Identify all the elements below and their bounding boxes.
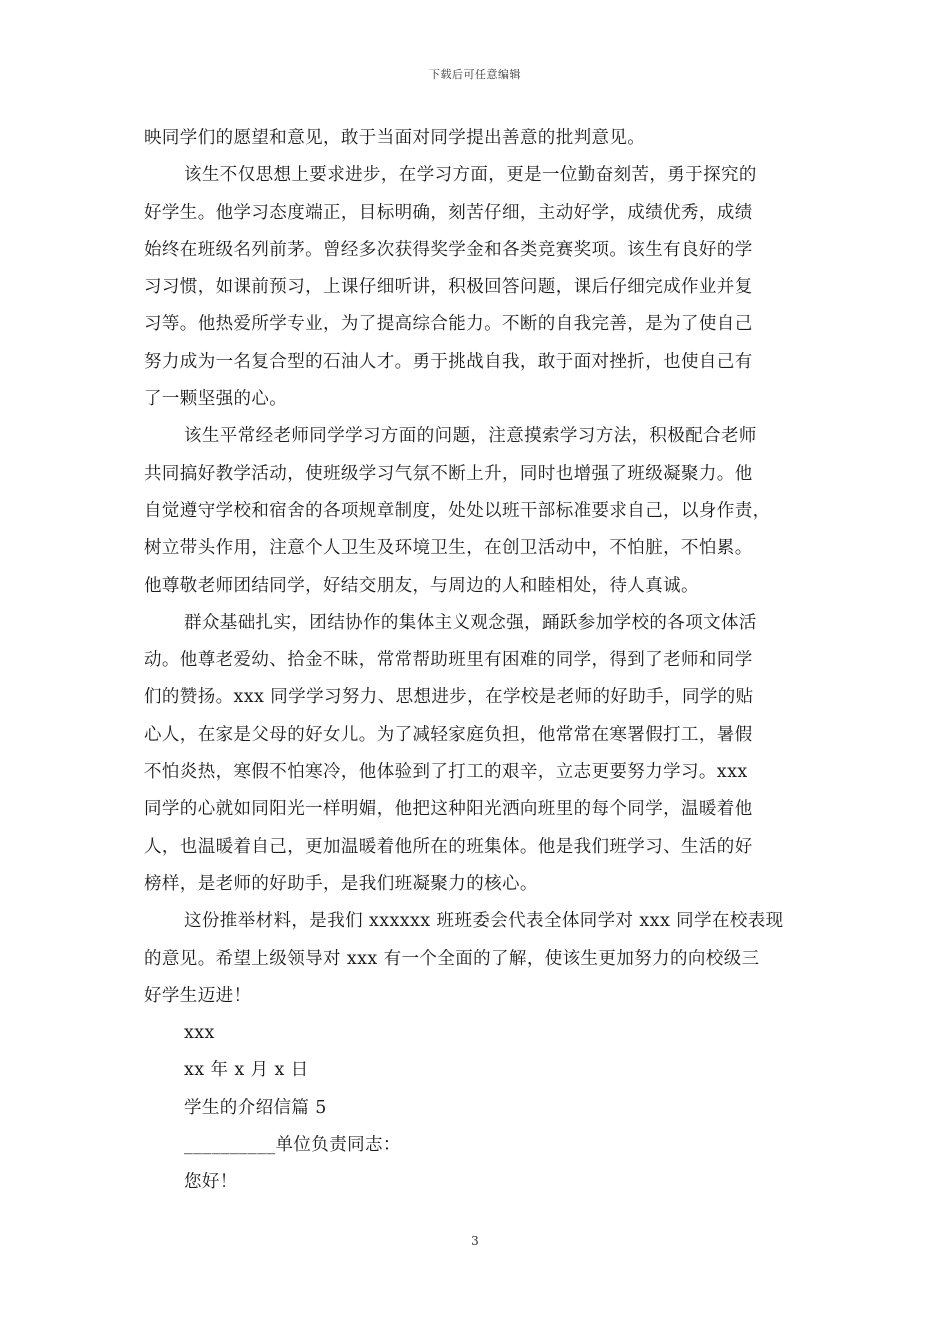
text-line: 动。他尊老爱幼、拾金不昧，常常帮助班里有困难的同学，得到了老师和同学 <box>144 650 753 671</box>
document-body <box>144 120 824 1202</box>
text-line: 学生的介绍信篇 5 <box>184 1097 327 1118</box>
text-line: xx 年 x 月 x 日 <box>184 1060 309 1081</box>
text-line: 该生平常经老师同学学习方面的问题，注意摸索学习方法，积极配合老师 <box>184 426 757 447</box>
text-line: 好学生迈进！ <box>144 985 252 1006</box>
text-line: 了一颗坚强的心。 <box>144 389 288 410</box>
text-line: 努力成为一名复合型的石油人才。勇于挑战自我，敢于面对挫折，也使自己有 <box>144 351 753 372</box>
text-line: 人，也温暖着自己，更加温暖着他所在的班集体。他是我们班学习、生活的好 <box>144 836 753 857</box>
text-line: 共同搞好教学活动，使班级学习气氛不断上升，同时也增强了班级凝聚力。他 <box>144 463 753 484</box>
text-line: 他尊敬老师团结同学，好结交朋友，与周边的人和睦相处，待人真诚。 <box>144 575 699 596</box>
text-line: 心人，在家是父母的好女儿。为了减轻家庭负担，他常常在寒署假打工，暑假 <box>144 724 753 745</box>
text-line: 不怕炎热，寒假不怕寒冷，他体验到了打工的艰辛，立志更要努力学习。xxx <box>144 762 748 783</box>
text-line: 榜样，是老师的好助手，是我们班凝聚力的核心。 <box>144 873 538 894</box>
text-line: 好学生。他学习态度端正，目标明确，刻苦仔细，主动好学，成绩优秀，成绩 <box>144 202 753 223</box>
text-line: 映同学们的愿望和意见，敢于当面对同学提出善意的批判意见。 <box>144 128 646 148</box>
text-line: 这份推举材料，是我们 xxxxxx 班班委会代表全体同学对 xxx 同学在校表现 <box>184 911 784 932</box>
text-line: 自觉遵守学校和宿舍的各项规章制度，处处以班干部标准要求自己，以身作责， <box>144 500 771 521</box>
text-line: 的意见。希望上级领导对 xxx 有一个全面的了解，使该生更加努力的向校级三 <box>144 948 760 969</box>
text-line: 群众基础扎实，团结协作的集体主义观念强，踊跃参加学校的各项文体活 <box>184 612 757 633</box>
page-number: 3 <box>471 1234 479 1248</box>
text-line: 习习惯，如课前预习，上课仔细听讲，积极回答问题，课后仔细完成作业并复 <box>144 277 753 298</box>
page-header: 下载后可任意编辑 <box>429 68 521 81</box>
text-line: 同学的心就如同阳光一样明媚，他把这种阳光洒向班里的每个同学，温暖着他 <box>144 799 753 820</box>
text-line: __________单位负责同志： <box>184 1135 401 1156</box>
text-line: 习等。他热爱所学专业，为了提高综合能力。不断的自我完善，是为了使自己 <box>144 314 753 335</box>
text-line: 树立带头作用，注意个人卫生及环境卫生，在创卫活动中，不怕脏，不怕累。 <box>144 538 753 559</box>
text-line: 们的赞扬。xxx 同学学习努力、思想进步，在学校是老师的好助手，同学的贴 <box>144 687 754 708</box>
text-line: xxx <box>184 1023 215 1044</box>
text-line: 始终在班级名列前茅。曾经多次获得奖学金和各类竞赛奖项。该生有良好的学 <box>144 239 753 260</box>
text-line: 该生不仅思想上要求进步，在学习方面，更是一位勤奋刻苦，勇于探究的 <box>184 165 757 186</box>
text-line: 您好！ <box>184 1172 238 1193</box>
